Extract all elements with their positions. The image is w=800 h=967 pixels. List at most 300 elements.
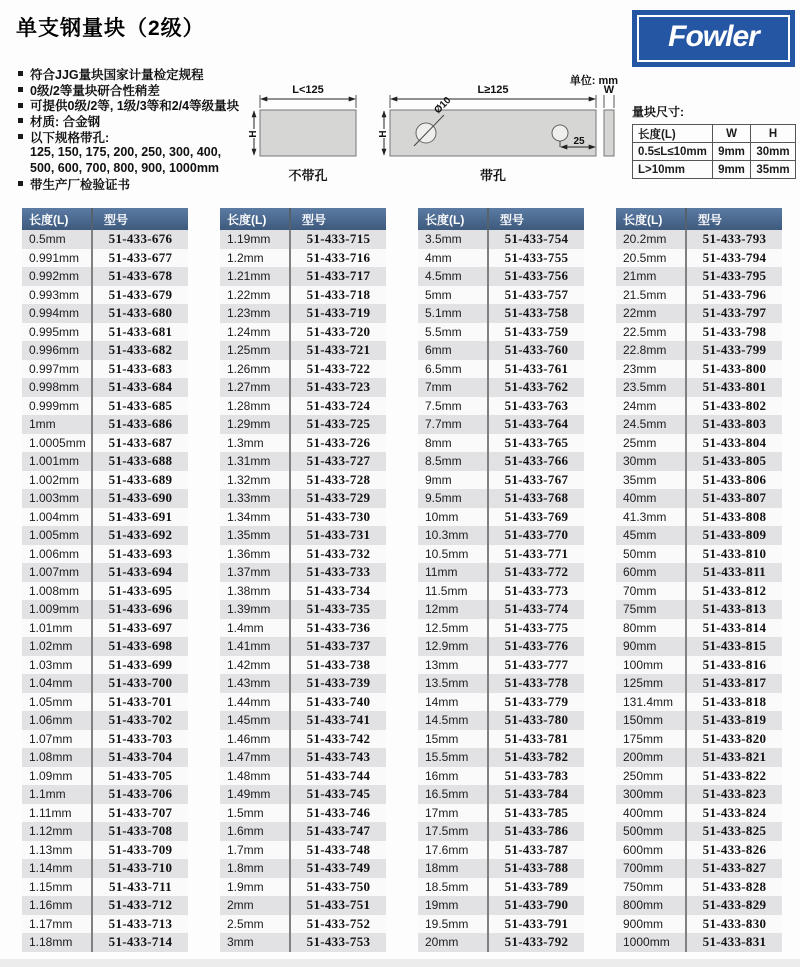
- value-cell: 51-433-754: [504, 231, 569, 247]
- length-cell: 10.3mm: [418, 526, 488, 545]
- length-cell: 22.5mm: [616, 323, 686, 342]
- value-cell: 51-433-818: [702, 693, 767, 709]
- table-row: [616, 341, 782, 360]
- value-cell: 9mm: [713, 161, 751, 179]
- table-row: [616, 397, 782, 416]
- value-cell: 51-433-689: [108, 471, 173, 487]
- value-cell: 51-433-698: [108, 638, 173, 654]
- value-cell: 51-433-710: [108, 860, 173, 876]
- length-cell: 600mm: [616, 841, 686, 860]
- table-row: [220, 656, 386, 675]
- no-hole-caption: 不带孔: [288, 168, 328, 183]
- table-row: [616, 508, 782, 527]
- table-row: [22, 471, 188, 490]
- length-cell: 1.41mm: [220, 637, 290, 656]
- length-cell: 1.31mm: [220, 452, 290, 471]
- value-cell: 51-433-802: [702, 397, 767, 413]
- value-cell: 51-433-718: [306, 286, 371, 302]
- value-cell: 51-433-809: [702, 527, 767, 543]
- table-row: [418, 323, 584, 342]
- length-cell: 1.11mm: [22, 804, 92, 823]
- value-cell: 51-433-804: [702, 434, 767, 450]
- table-row: [418, 600, 584, 619]
- value-cell: 51-433-785: [504, 804, 569, 820]
- value-cell: 51-433-749: [306, 860, 371, 876]
- gauge-table-1: [22, 208, 188, 952]
- table-row: [616, 378, 782, 397]
- value-cell: 51-433-829: [702, 897, 767, 913]
- table-row: [220, 915, 386, 934]
- value-cell: 51-433-711: [109, 878, 172, 894]
- table-row: [418, 378, 584, 397]
- table-header-row: [418, 208, 584, 230]
- length-cell: 22.8mm: [616, 341, 686, 360]
- table-row: [22, 545, 188, 564]
- value-cell: 51-433-706: [108, 786, 173, 802]
- value-cell: 51-433-677: [108, 249, 173, 265]
- table-row: [220, 286, 386, 305]
- size-spec-block: [632, 103, 795, 179]
- table-row: [220, 841, 386, 860]
- value-cell: 51-433-740: [306, 693, 371, 709]
- value-cell: 51-433-697: [108, 619, 173, 635]
- feature-item: [18, 97, 256, 113]
- table-row: [220, 397, 386, 416]
- length-cell: 3.5mm: [418, 230, 488, 249]
- value-cell: 51-433-815: [702, 638, 767, 654]
- length-cell: 1.36mm: [220, 545, 290, 564]
- length-cell: 9.5mm: [418, 489, 488, 508]
- length-cell: 1.29mm: [220, 415, 290, 434]
- table-row: [22, 508, 188, 527]
- table-row: [418, 748, 584, 767]
- right-length-dim: L≥125: [477, 84, 509, 96]
- table-row: [616, 859, 782, 878]
- table-row: [616, 471, 782, 490]
- value-cell: 51-433-824: [702, 804, 767, 820]
- table-row: [418, 249, 584, 268]
- table-row: [418, 730, 584, 749]
- length-cell: 1.2mm: [220, 249, 290, 268]
- length-column-header: 长度(L): [418, 208, 488, 230]
- length-cell: 11.5mm: [418, 582, 488, 601]
- table-header-row: [616, 208, 782, 230]
- table-row: [220, 693, 386, 712]
- table-row: [220, 711, 386, 730]
- value-cell: 51-433-726: [306, 434, 371, 450]
- table-row: [22, 323, 188, 342]
- value-cell: 51-433-765: [504, 434, 569, 450]
- table-row: [418, 341, 584, 360]
- value-cell: 51-433-768: [504, 490, 569, 506]
- length-cell: 1.09mm: [22, 767, 92, 786]
- length-cell: 1.14mm: [22, 859, 92, 878]
- value-cell: 51-433-743: [306, 749, 371, 765]
- length-cell: 17.6mm: [418, 841, 488, 860]
- table-row: [616, 452, 782, 471]
- table-row: [616, 693, 782, 712]
- table-row: [22, 619, 188, 638]
- length-cell: 1.32mm: [220, 471, 290, 490]
- table-row: [418, 434, 584, 453]
- value-cell: 51-433-717: [306, 268, 371, 284]
- length-cell: 19mm: [418, 896, 488, 915]
- size-col-length: 长度(L): [633, 125, 713, 143]
- value-cell: 51-433-682: [108, 342, 173, 358]
- page-title: 单支钢量块（2级）: [16, 17, 205, 40]
- length-cell: 1mm: [22, 415, 92, 434]
- value-cell: 51-433-742: [306, 730, 371, 746]
- length-cell: 18.5mm: [418, 878, 488, 897]
- length-cell: 1.16mm: [22, 896, 92, 915]
- table-row: [22, 397, 188, 416]
- length-cell: 1.49mm: [220, 785, 290, 804]
- value-cell: 51-433-821: [702, 749, 767, 765]
- table-row: [616, 563, 782, 582]
- feature-item: [18, 113, 256, 129]
- value-cell: 51-433-727: [306, 453, 371, 469]
- length-column-header: 长度(L): [22, 208, 92, 230]
- length-cell: 15mm: [418, 730, 488, 749]
- table-row: [418, 415, 584, 434]
- length-cell: 11mm: [418, 563, 488, 582]
- value-cell: 51-433-810: [702, 545, 767, 561]
- left-length-dim: L<125: [292, 84, 324, 96]
- length-cell: 1.02mm: [22, 637, 92, 656]
- table-header-row: [22, 208, 188, 230]
- value-cell: 51-433-792: [504, 934, 569, 950]
- value-cell: 51-433-700: [108, 675, 173, 691]
- table-row: [220, 785, 386, 804]
- length-cell: 90mm: [616, 637, 686, 656]
- table-row: [220, 859, 386, 878]
- length-cell: 4.5mm: [418, 267, 488, 286]
- length-cell: 1.1mm: [22, 785, 92, 804]
- length-cell: 18mm: [418, 859, 488, 878]
- table-row: [616, 360, 782, 379]
- value-cell: 51-433-826: [702, 841, 767, 857]
- length-cell: 4mm: [418, 249, 488, 268]
- length-cell: 13mm: [418, 656, 488, 675]
- length-cell: 1.46mm: [220, 730, 290, 749]
- table-row: [418, 304, 584, 323]
- table-row: [616, 582, 782, 601]
- table-row: [616, 896, 782, 915]
- table-row: [22, 230, 188, 249]
- table-row: [418, 896, 584, 915]
- value-cell: 51-433-686: [108, 416, 173, 432]
- table-row: [220, 730, 386, 749]
- length-cell: L>10mm: [633, 161, 713, 179]
- table-row: [616, 767, 782, 786]
- with-hole-caption: 带孔: [479, 168, 507, 183]
- value-cell: 51-433-753: [306, 934, 371, 950]
- table-row: [22, 711, 188, 730]
- table-row: [220, 896, 386, 915]
- value-cell: 51-433-788: [504, 860, 569, 876]
- size-table-title: 量块尺寸:: [632, 105, 684, 119]
- value-cell: 51-433-750: [306, 878, 371, 894]
- length-cell: 1.35mm: [220, 526, 290, 545]
- table-row: [22, 841, 188, 860]
- value-cell: 51-433-748: [306, 841, 371, 857]
- value-cell: 51-433-720: [306, 323, 371, 339]
- length-cell: 1.001mm: [22, 452, 92, 471]
- table-row: [616, 804, 782, 823]
- length-cell: 500mm: [616, 822, 686, 841]
- length-cell: 6.5mm: [418, 360, 488, 379]
- fowler-logo: [632, 10, 795, 67]
- length-cell: 24.5mm: [616, 415, 686, 434]
- table-row: [22, 767, 188, 786]
- length-cell: 7.7mm: [418, 415, 488, 434]
- value-cell: 51-433-820: [702, 730, 767, 746]
- brand-name: Fowler: [668, 20, 759, 53]
- value-cell: 51-433-812: [702, 582, 767, 598]
- length-cell: 70mm: [616, 582, 686, 601]
- value-cell: 51-433-704: [108, 749, 173, 765]
- value-cell: 51-433-777: [504, 656, 569, 672]
- table-row: [616, 526, 782, 545]
- table-row: [220, 637, 386, 656]
- length-cell: 1.06mm: [22, 711, 92, 730]
- length-cell: 45mm: [616, 526, 686, 545]
- value-cell: 51-433-776: [504, 638, 569, 654]
- length-cell: 0.993mm: [22, 286, 92, 305]
- width-dim: W: [603, 84, 615, 96]
- length-cell: 23mm: [616, 360, 686, 379]
- value-cell: 51-433-696: [108, 601, 173, 617]
- table-row: [22, 656, 188, 675]
- block-no-hole: [260, 110, 356, 156]
- value-cell: 51-433-780: [504, 712, 569, 728]
- length-cell: 2.5mm: [220, 915, 290, 934]
- value-cell: 51-433-807: [702, 490, 767, 506]
- length-cell: 1.006mm: [22, 545, 92, 564]
- length-cell: 50mm: [616, 545, 686, 564]
- value-cell: 51-433-806: [702, 471, 767, 487]
- table-row: [22, 341, 188, 360]
- value-cell: 51-433-719: [306, 305, 371, 321]
- gauge-block-drawing: [248, 74, 620, 190]
- length-cell: 23.5mm: [616, 378, 686, 397]
- length-cell: 0.996mm: [22, 341, 92, 360]
- value-cell: 51-433-798: [702, 323, 767, 339]
- length-column-header: 长度(L): [220, 208, 290, 230]
- length-cell: 1.47mm: [220, 748, 290, 767]
- length-cell: 1.43mm: [220, 674, 290, 693]
- table-row: [220, 619, 386, 638]
- table-row: [22, 267, 188, 286]
- length-cell: 1000mm: [616, 933, 686, 952]
- table-row: [220, 582, 386, 601]
- length-cell: 1.01mm: [22, 619, 92, 638]
- table-row: [418, 471, 584, 490]
- length-cell: 1.03mm: [22, 656, 92, 675]
- length-cell: 6mm: [418, 341, 488, 360]
- value-cell: 51-433-724: [306, 397, 371, 413]
- length-cell: 0.997mm: [22, 360, 92, 379]
- dimension-diagram: [248, 74, 620, 190]
- value-cell: 51-433-741: [306, 712, 371, 728]
- value-cell: 51-433-771: [504, 545, 569, 561]
- length-cell: 16mm: [418, 767, 488, 786]
- feature-text: 可提供0级/2等, 1级/3等和2/4等级量块: [30, 99, 240, 114]
- value-cell: 51-433-680: [108, 305, 173, 321]
- table-row: [616, 878, 782, 897]
- value-cell: 51-433-799: [702, 342, 767, 358]
- length-cell: 17.5mm: [418, 822, 488, 841]
- length-cell: 2mm: [220, 896, 290, 915]
- length-cell: 1.15mm: [22, 878, 92, 897]
- table-row: [418, 933, 584, 952]
- bullet-square-icon: [18, 71, 23, 76]
- table-row: [616, 711, 782, 730]
- value-cell: 51-433-774: [504, 601, 569, 617]
- length-cell: 1.27mm: [220, 378, 290, 397]
- length-cell: 1.19mm: [220, 230, 290, 249]
- value-cell: 51-433-773: [504, 582, 569, 598]
- unit-label: 单位: mm: [569, 75, 618, 87]
- table-row: [418, 674, 584, 693]
- table-row: [220, 471, 386, 490]
- table-row: [418, 878, 584, 897]
- gauge-table-4: [616, 208, 782, 952]
- fowler-logo-frame: [637, 15, 790, 62]
- value-cell: 51-433-790: [504, 897, 569, 913]
- value-cell: 51-433-827: [702, 860, 767, 876]
- length-cell: 1.21mm: [220, 267, 290, 286]
- length-cell: 20.2mm: [616, 230, 686, 249]
- length-cell: 40mm: [616, 489, 686, 508]
- length-cell: 21mm: [616, 267, 686, 286]
- table-row: [22, 360, 188, 379]
- table-row: [616, 267, 782, 286]
- length-cell: 200mm: [616, 748, 686, 767]
- length-cell: 21.5mm: [616, 286, 686, 305]
- value-cell: 51-433-779: [504, 693, 569, 709]
- value-cell: 51-433-702: [108, 712, 173, 728]
- value-cell: 51-433-713: [108, 915, 173, 931]
- length-cell: 1.04mm: [22, 674, 92, 693]
- length-cell: 1.002mm: [22, 471, 92, 490]
- value-cell: 51-433-781: [504, 730, 569, 746]
- table-row: [616, 286, 782, 305]
- table-row: [22, 748, 188, 767]
- model-column-header: 型号: [290, 208, 386, 230]
- length-cell: 1.38mm: [220, 582, 290, 601]
- model-column-header: 型号: [92, 208, 188, 230]
- table-row: [22, 286, 188, 305]
- value-cell: 51-433-800: [702, 360, 767, 376]
- length-cell: 1.5mm: [220, 804, 290, 823]
- length-cell: 5mm: [418, 286, 488, 305]
- table-row: [22, 785, 188, 804]
- table-row: [22, 896, 188, 915]
- bullet-square-icon: [18, 87, 23, 92]
- size-col-w: W: [713, 125, 751, 143]
- table-row: [418, 711, 584, 730]
- table-row: [22, 804, 188, 823]
- table-row: [418, 619, 584, 638]
- length-cell: 1.003mm: [22, 489, 92, 508]
- value-cell: 51-433-811: [703, 564, 766, 580]
- length-cell: 24mm: [616, 397, 686, 416]
- length-cell: 17mm: [418, 804, 488, 823]
- length-cell: 300mm: [616, 785, 686, 804]
- table-row: [22, 249, 188, 268]
- value-cell: 51-433-723: [306, 379, 371, 395]
- table-row: [22, 489, 188, 508]
- length-cell: 1.45mm: [220, 711, 290, 730]
- block-side-view: [604, 110, 614, 156]
- feature-text: 材质: 合金钢: [30, 114, 101, 129]
- value-cell: 51-433-813: [702, 601, 767, 617]
- value-cell: 51-433-751: [306, 897, 371, 913]
- value-cell: 51-433-767: [504, 471, 569, 487]
- value-cell: 51-433-808: [702, 508, 767, 524]
- length-cell: 1.8mm: [220, 859, 290, 878]
- length-cell: 1.39mm: [220, 600, 290, 619]
- length-cell: 10mm: [418, 508, 488, 527]
- table-row: [220, 415, 386, 434]
- value-cell: 51-433-762: [504, 379, 569, 395]
- value-cell: 51-433-701: [108, 693, 173, 709]
- length-cell: 150mm: [616, 711, 686, 730]
- length-cell: 0.994mm: [22, 304, 92, 323]
- bullet-square-icon: [18, 118, 23, 123]
- table-row: [418, 286, 584, 305]
- value-cell: 51-433-783: [504, 767, 569, 783]
- length-cell: 1.4mm: [220, 619, 290, 638]
- table-row: [616, 230, 782, 249]
- feature-text: 带生产厂检验证书: [30, 177, 131, 192]
- table-row: [418, 637, 584, 656]
- length-cell: 0.999mm: [22, 397, 92, 416]
- length-cell: 1.44mm: [220, 693, 290, 712]
- table-row: [22, 822, 188, 841]
- value-cell: 51-433-764: [504, 416, 569, 432]
- table-row: [418, 230, 584, 249]
- table-row: [616, 933, 782, 952]
- length-cell: 3mm: [220, 933, 290, 952]
- size-col-h: H: [751, 125, 796, 143]
- table-row: [22, 859, 188, 878]
- value-cell: 51-433-678: [108, 268, 173, 284]
- model-column-header: 型号: [686, 208, 782, 230]
- length-cell: 1.9mm: [220, 878, 290, 897]
- length-cell: 0.998mm: [22, 378, 92, 397]
- value-cell: 51-433-830: [702, 915, 767, 931]
- right-height-dim: H: [378, 130, 389, 138]
- table-row: [418, 656, 584, 675]
- value-cell: 51-433-734: [306, 582, 371, 598]
- feature-text: 0级/2等量块研合性稍差: [30, 83, 160, 98]
- value-cell: 51-433-766: [504, 453, 569, 469]
- table-row: [616, 841, 782, 860]
- table-row: [22, 434, 188, 453]
- table-row: [616, 545, 782, 564]
- bullet-square-icon: [18, 181, 23, 186]
- table-row: [22, 933, 188, 952]
- value-cell: 51-433-676: [108, 231, 173, 247]
- value-cell: 51-433-757: [504, 286, 569, 302]
- value-cell: 51-433-707: [108, 804, 173, 820]
- value-cell: 35mm: [751, 161, 796, 179]
- feature-text: 500, 600, 700, 800, 900, 1000mm: [30, 160, 220, 175]
- table-row: [22, 693, 188, 712]
- value-cell: 51-433-737: [306, 638, 371, 654]
